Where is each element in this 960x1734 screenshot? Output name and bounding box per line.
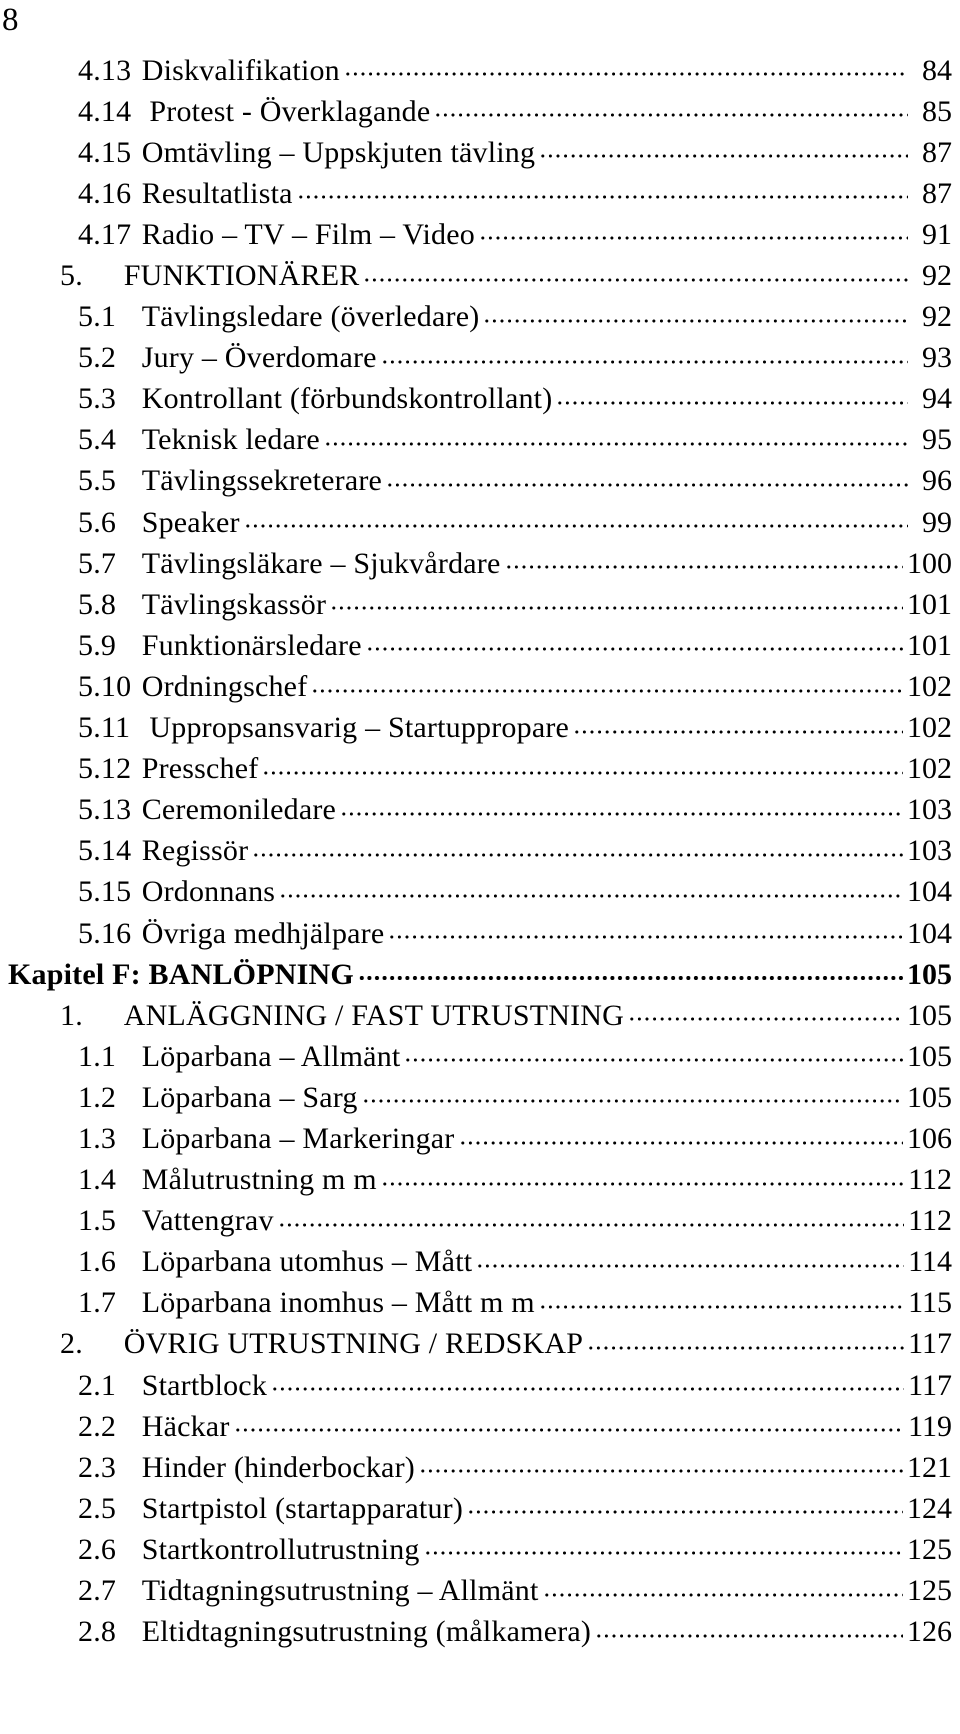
toc-page-number: 117 xyxy=(908,1368,952,1402)
toc-entry-text: Uppropsansvarig – Startuppropare xyxy=(141,711,570,745)
toc-entry-title xyxy=(78,382,552,416)
toc-dot-leader xyxy=(404,1054,903,1066)
toc-page-number: 95 xyxy=(922,423,952,457)
toc-entry-number: 5.4 xyxy=(78,423,117,457)
toc-entry[interactable] xyxy=(0,1077,960,1118)
toc-entry[interactable] xyxy=(0,1529,960,1570)
toc-entry-title xyxy=(78,1040,400,1074)
toc-entry-number: 2.2 xyxy=(78,1409,117,1443)
toc-entry-title xyxy=(78,793,336,827)
toc-entry-number: 5.3 xyxy=(78,382,117,416)
toc-page-number: 105 xyxy=(907,957,952,991)
toc-entry-number: 5.14 xyxy=(78,834,132,868)
toc-page-number: 114 xyxy=(908,1245,952,1279)
toc-entry-title xyxy=(78,547,501,581)
toc-entry[interactable] xyxy=(0,1036,960,1077)
toc-entry-number: 2.5 xyxy=(78,1491,117,1525)
toc-dot-leader xyxy=(539,150,908,162)
toc-page-number: 87 xyxy=(922,176,952,210)
toc-entry-title xyxy=(78,1492,463,1526)
toc-entry[interactable] xyxy=(0,1570,960,1611)
toc-entry-number: 1.2 xyxy=(78,1080,117,1114)
toc-entry-title xyxy=(78,1615,591,1649)
toc-entry-title xyxy=(78,711,569,745)
toc-entry-text: Funktionärsledare xyxy=(141,628,362,662)
toc-entry-text: Speaker xyxy=(141,505,240,539)
toc-page-number: 93 xyxy=(922,341,952,375)
toc-entry-text: Ceremoniledare xyxy=(141,793,337,827)
toc-entry[interactable] xyxy=(0,420,960,461)
toc-entry-title xyxy=(78,875,275,909)
toc-entry-number: 4.13 xyxy=(78,53,132,87)
toc-entry-text: Löparbana inomhus – Mått m m xyxy=(141,1286,535,1320)
toc-entry-number: 2.7 xyxy=(78,1574,117,1608)
toc-entry-number: 5.2 xyxy=(78,341,117,375)
toc-entry-number: 2.8 xyxy=(78,1615,117,1649)
toc-entry-number: 4.14 xyxy=(78,94,132,128)
toc-entry[interactable] xyxy=(0,1612,960,1653)
toc-entry-text: Regissör xyxy=(141,834,249,868)
toc-entry-number: 2.1 xyxy=(78,1368,117,1402)
toc-page-number: 104 xyxy=(907,916,952,950)
toc-page-number: 104 xyxy=(907,875,952,909)
toc-entry-number: 5.6 xyxy=(78,505,117,539)
toc-dot-leader xyxy=(628,1013,903,1025)
toc-entry-number: 5.7 xyxy=(78,546,117,580)
toc-page-number: 121 xyxy=(907,1450,952,1484)
toc-page-number: 124 xyxy=(907,1491,952,1525)
toc-entry[interactable] xyxy=(0,666,960,707)
toc-dot-leader xyxy=(366,643,903,655)
toc-entry-number: 1.4 xyxy=(78,1163,117,1197)
toc-page-number: 92 xyxy=(922,259,952,293)
toc-entry[interactable] xyxy=(0,502,960,543)
toc-dot-leader xyxy=(244,520,908,532)
toc-entry-number: 1.3 xyxy=(78,1121,117,1155)
toc-entry[interactable] xyxy=(0,1242,960,1283)
toc-entry-title xyxy=(78,752,258,786)
toc-entry[interactable] xyxy=(0,749,960,790)
toc-entry-title xyxy=(78,1081,358,1115)
toc-entry-title xyxy=(78,1410,230,1444)
toc-entry-title xyxy=(78,136,535,170)
toc-entry-number: 1.6 xyxy=(78,1245,117,1279)
toc-entry-text: Eltidtagningsutrustning (målkamera) xyxy=(141,1615,592,1649)
toc-entry-text: FUNKTIONÄRER xyxy=(123,259,360,293)
page-number: 8 xyxy=(2,2,19,38)
toc-entry-number: 5.5 xyxy=(78,464,117,498)
toc-entry-text: Hinder (hinderbockar) xyxy=(141,1450,415,1484)
toc-dot-leader xyxy=(234,1424,905,1436)
toc-entry-title xyxy=(78,177,293,211)
toc-entry-title xyxy=(78,1163,377,1197)
toc-entry[interactable] xyxy=(0,297,960,338)
toc-entry-text: Protest - Överklagande xyxy=(141,94,431,128)
toc-dot-leader xyxy=(363,274,908,286)
toc-entry[interactable] xyxy=(0,1118,960,1159)
toc-entry-text: Tävlingssekreterare xyxy=(141,464,383,498)
toc-entry-title xyxy=(78,95,430,129)
toc-entry-title xyxy=(78,917,384,951)
toc-entry-number: 1.5 xyxy=(78,1204,117,1238)
toc-entry-number: 4.16 xyxy=(78,176,132,210)
toc-chapter-row[interactable] xyxy=(0,954,960,995)
toc-entry-text: Teknisk ledare xyxy=(141,423,320,457)
toc-page-number: 105 xyxy=(907,998,952,1032)
toc-entry-text: Tävlingsläkare – Sjukvårdare xyxy=(141,546,501,580)
toc-entry[interactable] xyxy=(0,255,960,296)
toc-dot-leader xyxy=(278,1219,904,1231)
toc-entry-text: Löparbana – Markeringar xyxy=(141,1121,455,1155)
toc-page-number: 96 xyxy=(922,464,952,498)
toc-entry-number: 5.12 xyxy=(78,752,132,786)
toc-entry-title xyxy=(78,54,340,88)
toc-entry-title xyxy=(78,341,377,375)
toc-page-number: 106 xyxy=(907,1121,952,1155)
toc-page-number: 99 xyxy=(922,505,952,539)
toc-dot-leader xyxy=(424,1547,903,1559)
toc-entry-text: Resultatlista xyxy=(141,176,293,210)
toc-entry[interactable] xyxy=(0,379,960,420)
toc-dot-leader xyxy=(595,1630,903,1642)
toc-entry-text: Diskvalifikation xyxy=(141,53,340,87)
toc-dot-leader xyxy=(311,685,903,697)
toc-page-number: 102 xyxy=(907,752,952,786)
toc-entry-number: 5.9 xyxy=(78,628,117,662)
toc-page-number: 94 xyxy=(922,382,952,416)
toc-entry-title xyxy=(78,506,240,540)
toc-entry-title xyxy=(78,629,362,663)
toc-entry-title xyxy=(78,588,326,622)
toc-entry-text: Målutrustning m m xyxy=(141,1163,377,1197)
toc-dot-leader xyxy=(573,726,903,738)
toc-entry[interactable] xyxy=(0,173,960,214)
toc-entry-number: 5.1 xyxy=(78,300,117,334)
toc-entry[interactable] xyxy=(0,214,960,255)
toc-entry-number: 2.6 xyxy=(78,1532,117,1566)
toc-entry-title xyxy=(60,999,624,1033)
toc-page-number: 115 xyxy=(908,1286,952,1320)
toc-entry-title xyxy=(78,218,475,252)
toc-page-number: 125 xyxy=(907,1532,952,1566)
toc-entry-text: Radio – TV – Film – Video xyxy=(141,217,475,251)
toc-page-number: 102 xyxy=(907,669,952,703)
toc-entry-text: Ordonnans xyxy=(141,875,276,909)
toc-page-number: 91 xyxy=(922,217,952,251)
toc-dot-leader xyxy=(587,1342,904,1354)
toc-page-number: 101 xyxy=(907,587,952,621)
toc-page-number: 102 xyxy=(907,711,952,745)
toc-entry[interactable] xyxy=(0,625,960,666)
toc-entry[interactable] xyxy=(0,913,960,954)
toc-entry[interactable] xyxy=(0,708,960,749)
toc-entry-number: 4.15 xyxy=(78,135,132,169)
toc-entry-text: Löparbana – Allmänt xyxy=(141,1039,401,1073)
toc-entry[interactable] xyxy=(0,1365,960,1406)
toc-entry-title xyxy=(78,464,382,498)
toc-dot-leader xyxy=(279,890,903,902)
toc-entry-text: Startpistol (startapparatur) xyxy=(141,1491,464,1525)
toc-entry-text: ANLÄGGNING / FAST UTRUSTNING xyxy=(123,998,625,1032)
toc-dot-leader xyxy=(459,1137,904,1149)
toc-entry-text: Tävlingskassör xyxy=(141,587,327,621)
toc-entry-title xyxy=(78,1451,415,1485)
toc-entry-number: 4.17 xyxy=(78,217,132,251)
toc-page-number: 112 xyxy=(908,1163,952,1197)
toc-entry-text: Startblock xyxy=(141,1368,268,1402)
toc-entry-number: 5.8 xyxy=(78,587,117,621)
toc-page-number: 85 xyxy=(922,94,952,128)
toc-entry-text: Tidtagningsutrustning – Allmänt xyxy=(141,1574,539,1608)
toc-page-number: 84 xyxy=(922,53,952,87)
toc-entry[interactable] xyxy=(0,831,960,872)
toc-entry-text: Kapitel F: BANLÖPNING xyxy=(8,957,354,991)
toc-entry-text: Presschef xyxy=(141,752,259,786)
toc-entry-title xyxy=(60,259,359,293)
toc-entry-number: 5.15 xyxy=(78,875,132,909)
toc-dot-leader xyxy=(476,1260,904,1272)
toc-entry[interactable] xyxy=(0,1488,960,1529)
toc-entry[interactable] xyxy=(0,1324,960,1365)
toc-entry-title xyxy=(78,834,248,868)
toc-entry-text: ÖVRIG UTRUSTNING / REDSKAP xyxy=(123,1327,584,1361)
toc-entry[interactable] xyxy=(0,91,960,132)
toc-entry[interactable] xyxy=(0,1406,960,1447)
toc-dot-leader xyxy=(388,931,903,943)
toc-dot-leader xyxy=(262,767,903,779)
toc-entry-title xyxy=(78,1533,420,1567)
toc-entry[interactable] xyxy=(0,461,960,502)
table-of-contents xyxy=(0,50,960,1653)
toc-page-number: 103 xyxy=(907,834,952,868)
toc-entry-text: Vattengrav xyxy=(141,1204,274,1238)
toc-entry-number: 2.3 xyxy=(78,1450,117,1484)
toc-page-number: 117 xyxy=(908,1327,952,1361)
toc-page-number: 92 xyxy=(922,300,952,334)
toc-dot-leader xyxy=(340,808,903,820)
toc-entry-text: Kontrollant (förbundskontrollant) xyxy=(141,382,553,416)
toc-entry-title xyxy=(78,1574,539,1608)
toc-page-number: 125 xyxy=(907,1574,952,1608)
toc-dot-leader xyxy=(358,972,903,984)
toc-dot-leader xyxy=(543,1589,903,1601)
toc-dot-leader xyxy=(419,1465,903,1477)
toc-entry[interactable] xyxy=(0,1283,960,1324)
toc-page-number: 100 xyxy=(907,546,952,580)
toc-entry-number: 1. xyxy=(60,998,83,1032)
toc-dot-leader xyxy=(344,68,908,80)
toc-page-number: 119 xyxy=(908,1409,952,1443)
toc-entry-text: Tävlingsledare (överledare) xyxy=(141,300,480,334)
toc-dot-leader xyxy=(381,1178,904,1190)
toc-entry-text: Jury – Överdomare xyxy=(141,341,377,375)
toc-dot-leader xyxy=(252,849,903,861)
toc-entry-title xyxy=(78,423,320,457)
toc-entry-title xyxy=(78,1286,535,1320)
toc-entry-text: Löparbana – Sarg xyxy=(141,1080,358,1114)
toc-entry[interactable] xyxy=(0,790,960,831)
toc-dot-leader xyxy=(556,397,908,409)
toc-entry[interactable] xyxy=(0,338,960,379)
toc-page-number: 87 xyxy=(922,135,952,169)
toc-entry-title xyxy=(78,1122,455,1156)
toc-entry-number: 1.7 xyxy=(78,1286,117,1320)
toc-entry-number: 5.10 xyxy=(78,669,132,703)
toc-entry-number: 5.16 xyxy=(78,916,132,950)
toc-dot-leader xyxy=(483,315,908,327)
toc-dot-leader xyxy=(467,1506,903,1518)
toc-entry-title xyxy=(60,1327,583,1361)
toc-dot-leader xyxy=(381,356,908,368)
toc-entry[interactable] xyxy=(0,50,960,91)
toc-entry-title xyxy=(78,1245,472,1279)
toc-entry-number: 1.1 xyxy=(78,1039,117,1073)
toc-page-number: 105 xyxy=(907,1039,952,1073)
toc-entry-text: Ordningschef xyxy=(141,669,308,703)
toc-entry-title xyxy=(78,1369,267,1403)
toc-entry[interactable] xyxy=(0,1447,960,1488)
toc-page-number: 126 xyxy=(907,1615,952,1649)
toc-entry-number: 5.11 xyxy=(78,711,131,745)
toc-entry-text: Löparbana utomhus – Mått xyxy=(141,1245,473,1279)
toc-dot-leader xyxy=(539,1301,904,1313)
toc-dot-leader xyxy=(324,438,908,450)
toc-entry[interactable] xyxy=(0,584,960,625)
toc-entry-number: 5.13 xyxy=(78,793,132,827)
toc-entry-text: Övriga medhjälpare xyxy=(141,916,385,950)
toc-dot-leader xyxy=(434,109,908,121)
toc-entry-number: 2. xyxy=(60,1327,83,1361)
toc-entry-title xyxy=(8,958,354,992)
toc-entry[interactable] xyxy=(0,872,960,913)
toc-page-number: 103 xyxy=(907,793,952,827)
toc-dot-leader xyxy=(505,561,903,573)
toc-dot-leader xyxy=(386,479,908,491)
toc-entry[interactable] xyxy=(0,543,960,584)
toc-dot-leader xyxy=(479,232,908,244)
toc-entry-text: Häckar xyxy=(141,1409,230,1443)
toc-entry-title xyxy=(78,300,479,334)
toc-dot-leader xyxy=(297,191,908,203)
toc-page-number: 112 xyxy=(908,1204,952,1238)
toc-dot-leader xyxy=(362,1095,903,1107)
toc-entry[interactable] xyxy=(0,132,960,173)
toc-dot-leader xyxy=(330,602,903,614)
toc-page-number: 105 xyxy=(907,1080,952,1114)
toc-entry[interactable] xyxy=(0,1160,960,1201)
toc-entry-text: Startkontrollutrustning xyxy=(141,1532,420,1566)
toc-entry[interactable] xyxy=(0,1201,960,1242)
toc-entry-title xyxy=(78,670,307,704)
toc-dot-leader xyxy=(271,1383,904,1395)
toc-entry-text: Omtävling – Uppskjuten tävling xyxy=(141,135,536,169)
toc-entry-number: 5. xyxy=(60,259,83,293)
toc-entry[interactable] xyxy=(0,995,960,1036)
toc-entry-title xyxy=(78,1204,274,1238)
toc-page-number: 101 xyxy=(907,628,952,662)
